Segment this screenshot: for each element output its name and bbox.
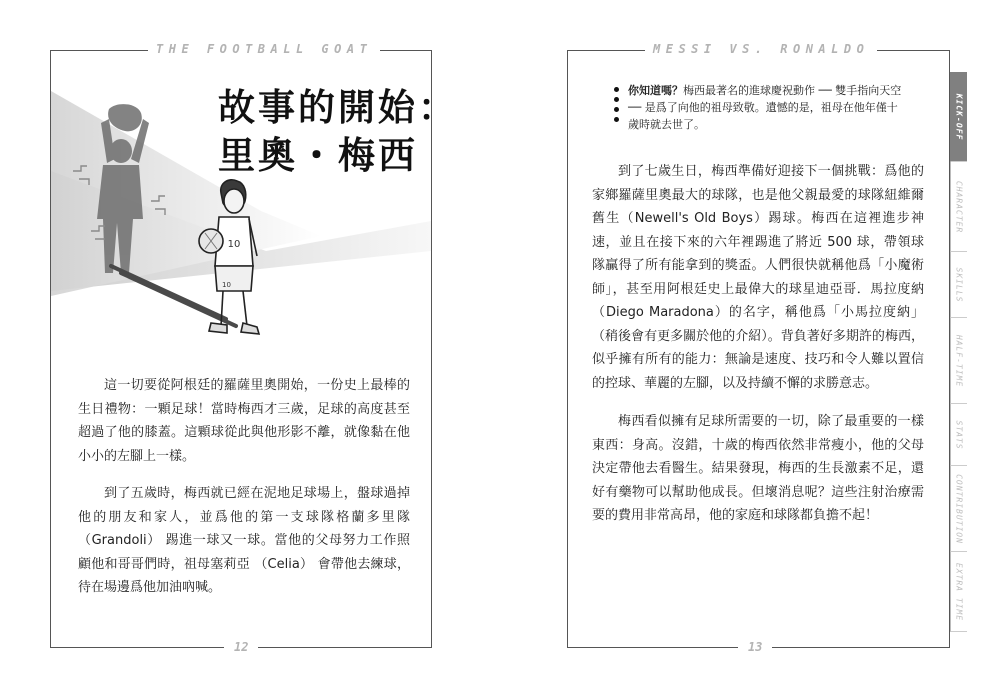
svg-text:10: 10 [227, 239, 241, 250]
tab-skills[interactable]: SKILLS [950, 252, 967, 318]
svg-text:10: 10 [222, 281, 231, 289]
tab-half-time[interactable]: HALF-TIME [950, 318, 967, 404]
chapter-title-line2: 里奧・梅西 [218, 134, 418, 177]
left-page [0, 0, 470, 700]
right-paragraph-1: 到了七歲生日，梅西準備好迎接下一個挑戰：爲他的家鄉羅薩里奧最大的球隊，也是他父親最愛的球隊紐維爾舊生（Newell's Old Boys）踢球。梅西在這裡進步神速，並且在接下來的六年裡踢進了將近 500 球，帶領球隊贏得了所有能拿到的獎盃。人們很快就稱他爲「小魔術師」，甚至用阿根廷史上最偉大的球星迪亞哥．馬拉度納（Diego Maradona）的名字，稱他爲「小馬拉度納」（稍後會有更多關於他的介紹）。背負著好多期許的梅西，似乎擁有所有的能力：無論是速度、技巧和令人難以置信的控球、華麗的左腳，以及持續不懈的求勝意志。 [592, 164, 924, 391]
left-paragraph-2: 到了五歲時，梅西就已經在泥地足球場上，盤球過掉他的朋友和家人，並爲他的第一支球隊格蘭多里隊（Grandoli） 踢進一球又一球。當他的父母努力工作照顧他和哥哥們時，祖母塞莉亞 （Celia） 會帶他去練球，待在場邊爲他加油吶喊。 [78, 486, 410, 595]
left-running-head: THE FOOTBALL GOAT [148, 42, 380, 56]
tip-bullet-dots [614, 87, 619, 127]
tab-extra-time[interactable]: EXTRA TIME [950, 552, 967, 632]
tip-label: 你知道嗎？ [628, 84, 683, 97]
left-page-number: 12 [224, 640, 258, 654]
chapter-side-tabs [950, 72, 968, 632]
tab-kick-off[interactable]: KICK-OFF [950, 72, 967, 162]
tab-character[interactable]: CHARACTER [950, 162, 967, 252]
tab-stats[interactable]: STATS [950, 404, 967, 466]
chapter-title [218, 84, 458, 180]
right-page-number: 13 [738, 640, 772, 654]
did-you-know-box [628, 82, 908, 133]
tip-text: 梅西最著名的進球慶祝動作 ── 雙手指向天空 ── 是爲了向他的祖母致敬。遺憾的是，祖母在他年僅十歲時就去世了。 [628, 84, 902, 131]
right-running-head: MESSI VS. RONALDO [645, 42, 877, 56]
left-paragraph-1: 這一切要從阿根廷的羅薩里奧開始，一份史上最棒的生日禮物：一顆足球！當時梅西才三歲，足球的高度甚至超過了他的膝蓋。這顆球從此與他形影不離，就像黏在他小小的左腳上一樣。 [78, 378, 410, 464]
right-paragraph-2: 梅西看似擁有足球所需要的一切，除了最重要的一樣東西：身高。沒錯，十歲的梅西依然非常瘦小，他的父母決定帶他去看醫生。結果發現，梅西的生長激素不足，還好有藥物可以幫助他成長。但壞消息呢？這些注射治療需要的費用非常高昂，他的家庭和球隊都負擔不起！ [592, 414, 924, 523]
chapter-title-line1: 故事的開始： [218, 86, 458, 129]
right-page [470, 0, 1000, 700]
tab-contribution[interactable]: CONTRIBUTION [950, 466, 967, 552]
